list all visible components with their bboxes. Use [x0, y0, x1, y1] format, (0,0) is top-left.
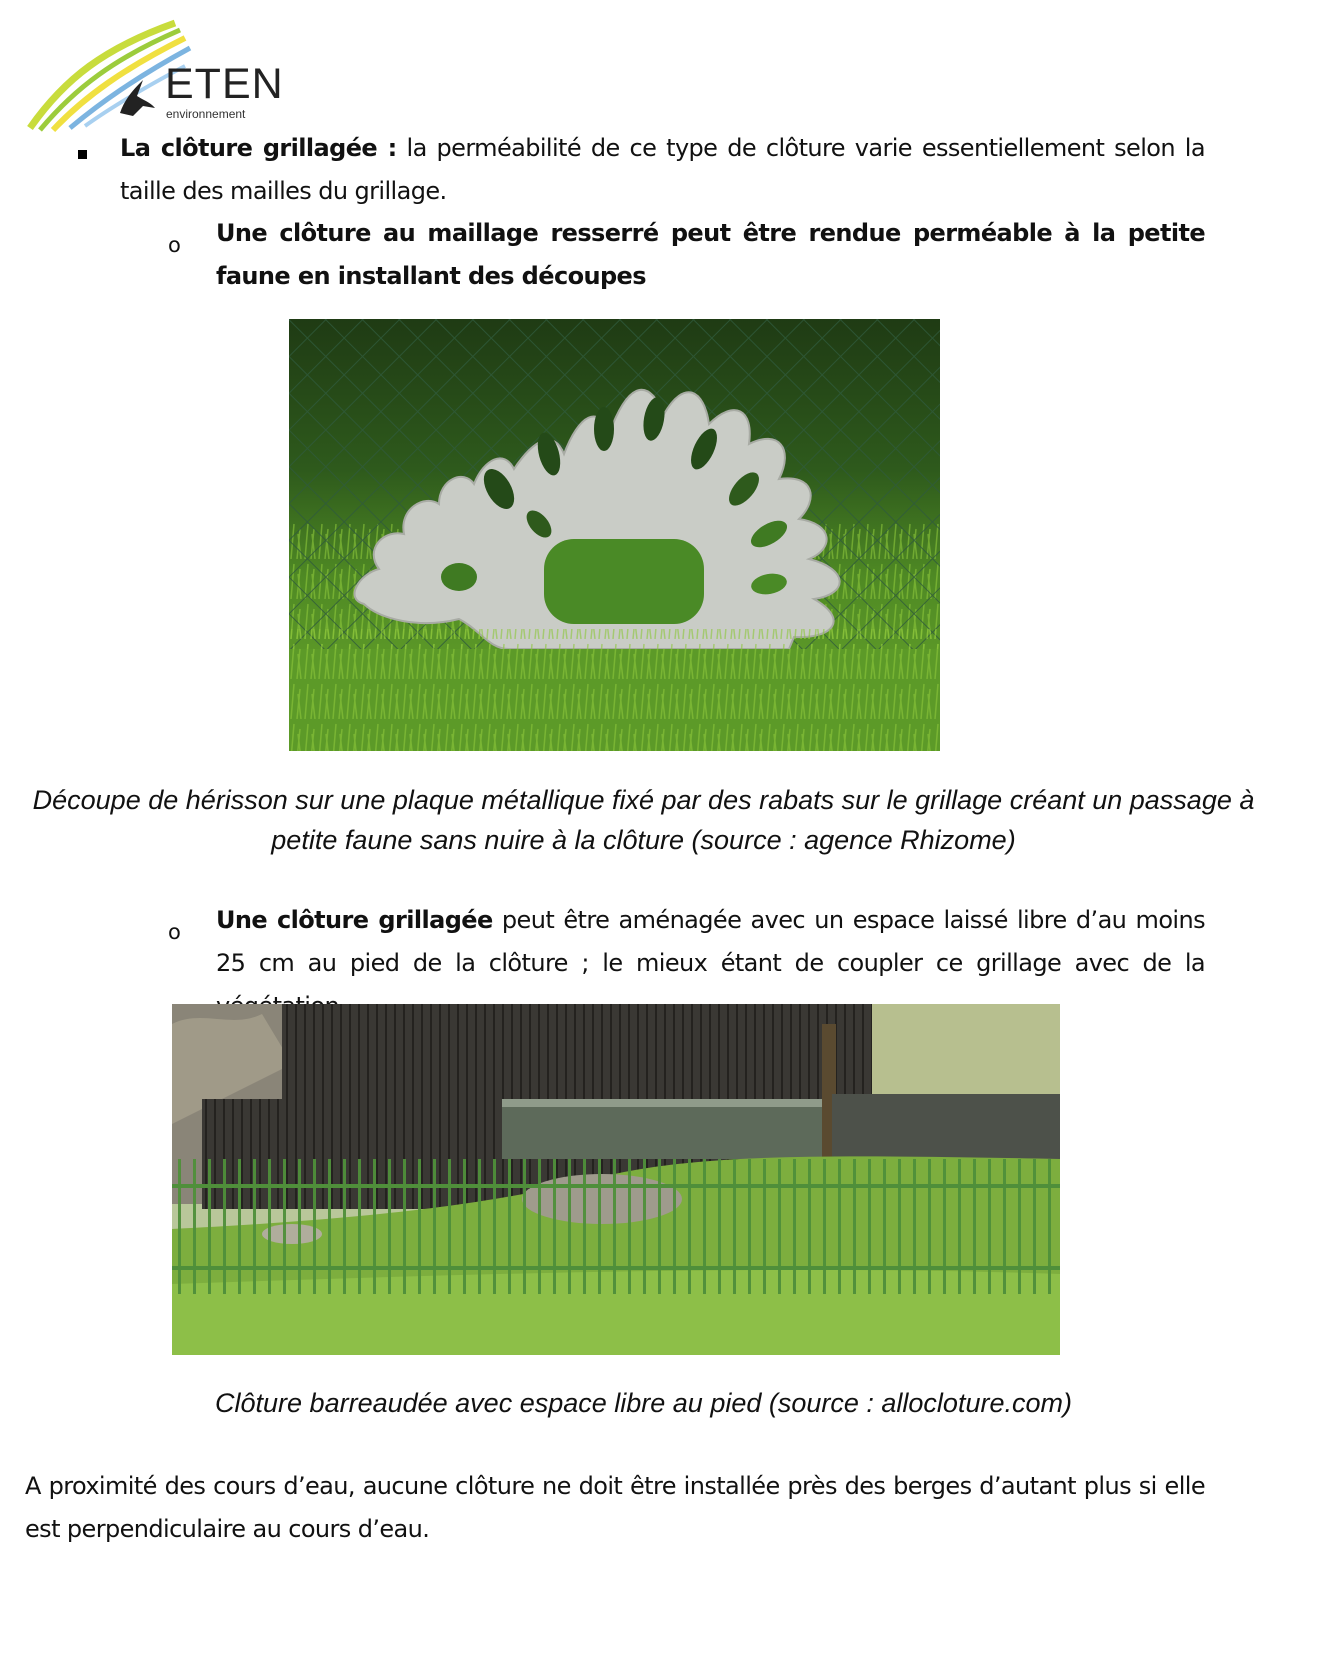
logo-subtitle: environnement	[166, 107, 246, 121]
final-paragraph: A proximité des cours d’eau, aucune clôture ne doit être installée près des berges d’autant plus si elle est perpendiculaire au cours d’eau.	[25, 1472, 1205, 1543]
circle-bullet-icon: o	[168, 920, 181, 944]
photo-2-caption: Clôture barreaudée avec espace libre au pied (source : allocloture.com)	[215, 1388, 1072, 1418]
photo-1-caption: Découpe de hérisson sur une plaque métallique fixé par des rabats sur le grillage créant un passage à petite faune sans nuire à la clôture (source : agence Rhizome)	[32, 785, 1255, 855]
section-heading: La clôture grillagée :	[120, 134, 397, 162]
subpoint-2-heading: Une clôture grillagée	[216, 906, 493, 934]
square-bullet-icon	[78, 150, 87, 159]
section-paragraph	[120, 127, 1205, 213]
hedgehog-cutout-photo	[289, 319, 940, 751]
subpoint-1	[216, 212, 1205, 298]
subpoint-2-text: peut être aménagée avec un espace laissé libre d’au moins 25 cm au pied de la clôture ; le mieux étant de coupler ce grillage avec de la	[216, 906, 1205, 977]
barred-fence-photo	[172, 1004, 1060, 1355]
subpoint-1-text: Une clôture au maillage resserré peut être rendue perméable à la petite faune en installant des découpes	[216, 219, 1205, 290]
circle-bullet-icon: o	[168, 233, 181, 257]
section-text: la perméabilité de ce type de clôture varie essentiellement selon la taille des mailles du grillage.	[120, 134, 1205, 205]
logo-title: ETEN	[165, 60, 284, 108]
